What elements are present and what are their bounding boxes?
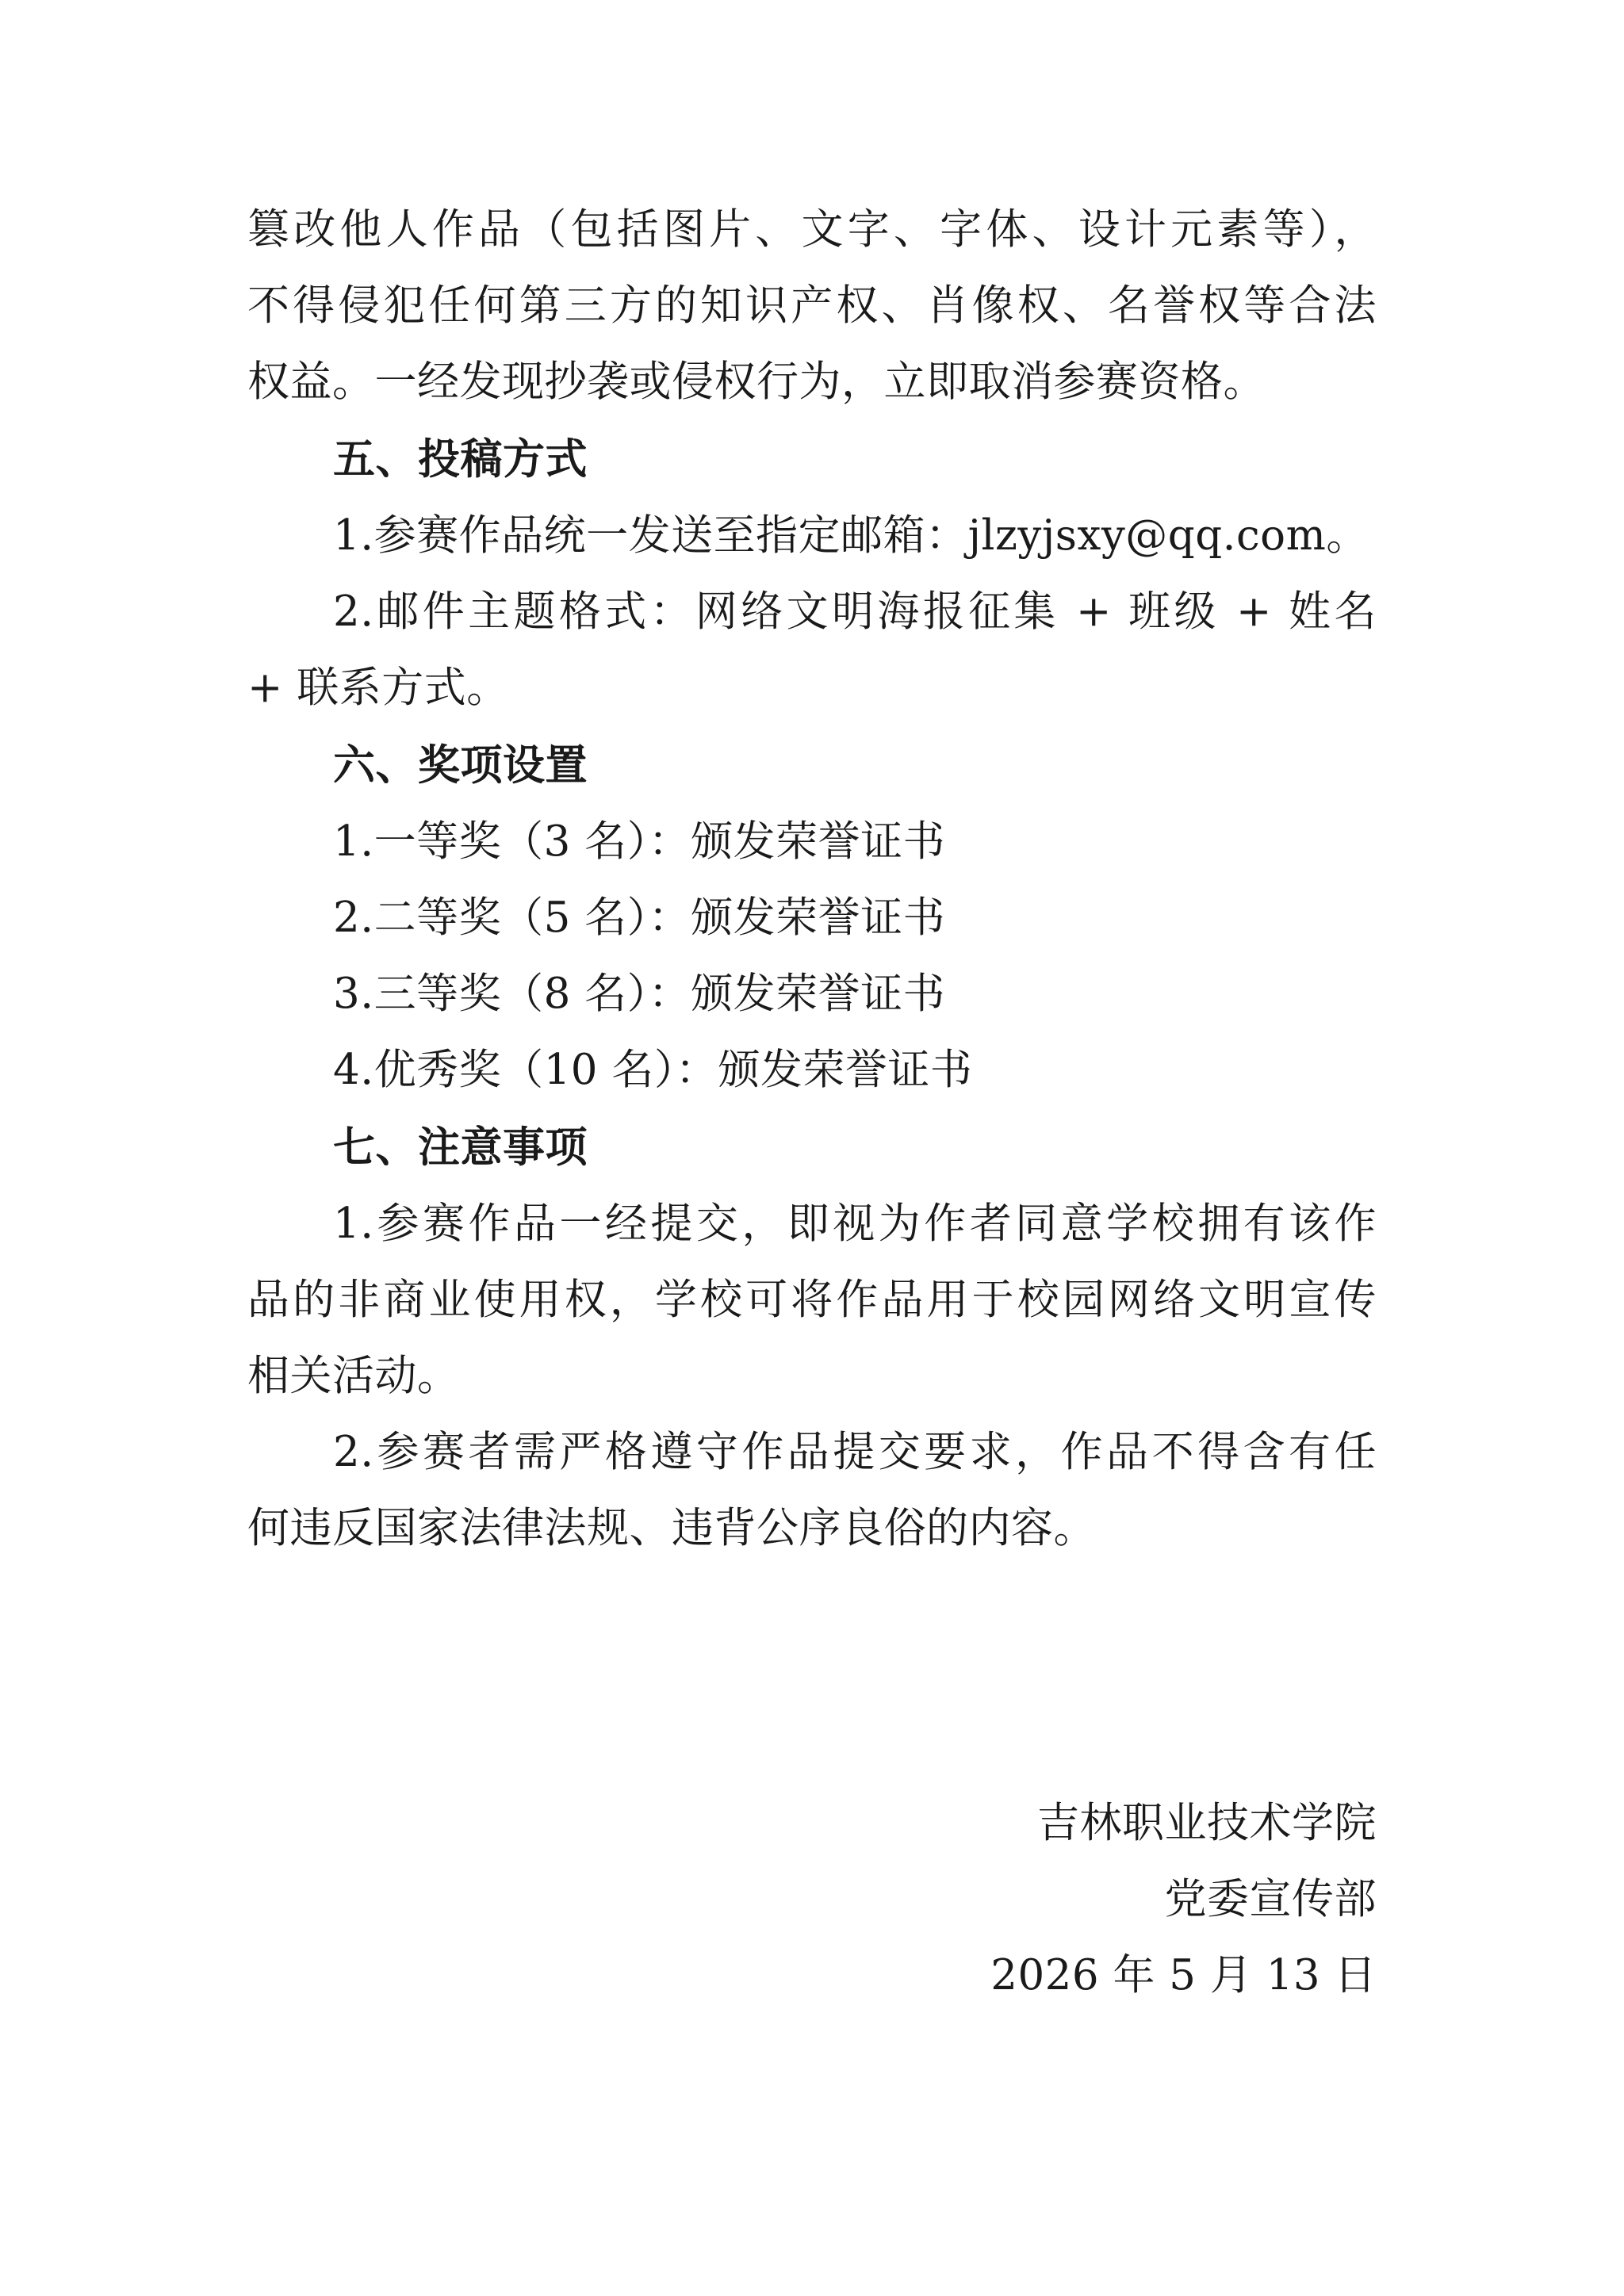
note-item-1-cont: 相关活动。 [247, 1352, 460, 1400]
submission-item-2-cont: + 联系方式。 [247, 664, 509, 712]
signature-department: 党委宣传部 [1164, 1875, 1377, 1923]
award-item-2: 2.二等奖（5 名）：颁发荣誉证书 [333, 894, 946, 942]
section-heading-awards: 六、奖项设置 [333, 741, 588, 790]
note-item-1-cont: 品的非商业使用权，学校可将作品用于校园网络文明宣传 [247, 1276, 1377, 1324]
note-item-1: 1.参赛作品一经提交，即视为作者同意学校拥有该作 [333, 1200, 1377, 1248]
paragraph-line: 篡改他人作品（包括图片、文字、字体、设计元素等）， [247, 205, 1377, 254]
submission-item-1: 1.参赛作品统一发送至指定邮箱：jlzyjsxy@qq.com。 [333, 511, 1369, 560]
award-item-1: 1.一等奖（3 名）：颁发荣誉证书 [333, 817, 946, 866]
paragraph-line: 权益。一经发现抄袭或侵权行为，立即取消参赛资格。 [247, 358, 1266, 406]
section-heading-submission: 五、投稿方式 [333, 435, 588, 484]
note-item-2-cont: 何违反国家法律法规、违背公序良俗的内容。 [247, 1504, 1096, 1552]
signature-organization: 吉林职业技术学院 [1037, 1799, 1377, 1847]
paragraph-line: 不得侵犯任何第三方的知识产权、肖像权、名誉权等合法 [247, 281, 1377, 330]
submission-item-2: 2.邮件主题格式：网络文明海报征集 + 班级 + 姓名 [333, 587, 1377, 636]
section-heading-notes: 七、注意事项 [333, 1123, 588, 1172]
award-item-3: 3.三等奖（8 名）：颁发荣誉证书 [333, 970, 946, 1018]
note-item-2: 2.参赛者需严格遵守作品提交要求，作品不得含有任 [333, 1428, 1377, 1476]
award-item-4: 4.优秀奖（10 名）：颁发荣誉证书 [333, 1046, 973, 1094]
signature-date: 2026 年 5 月 13 日 [990, 1951, 1377, 1999]
